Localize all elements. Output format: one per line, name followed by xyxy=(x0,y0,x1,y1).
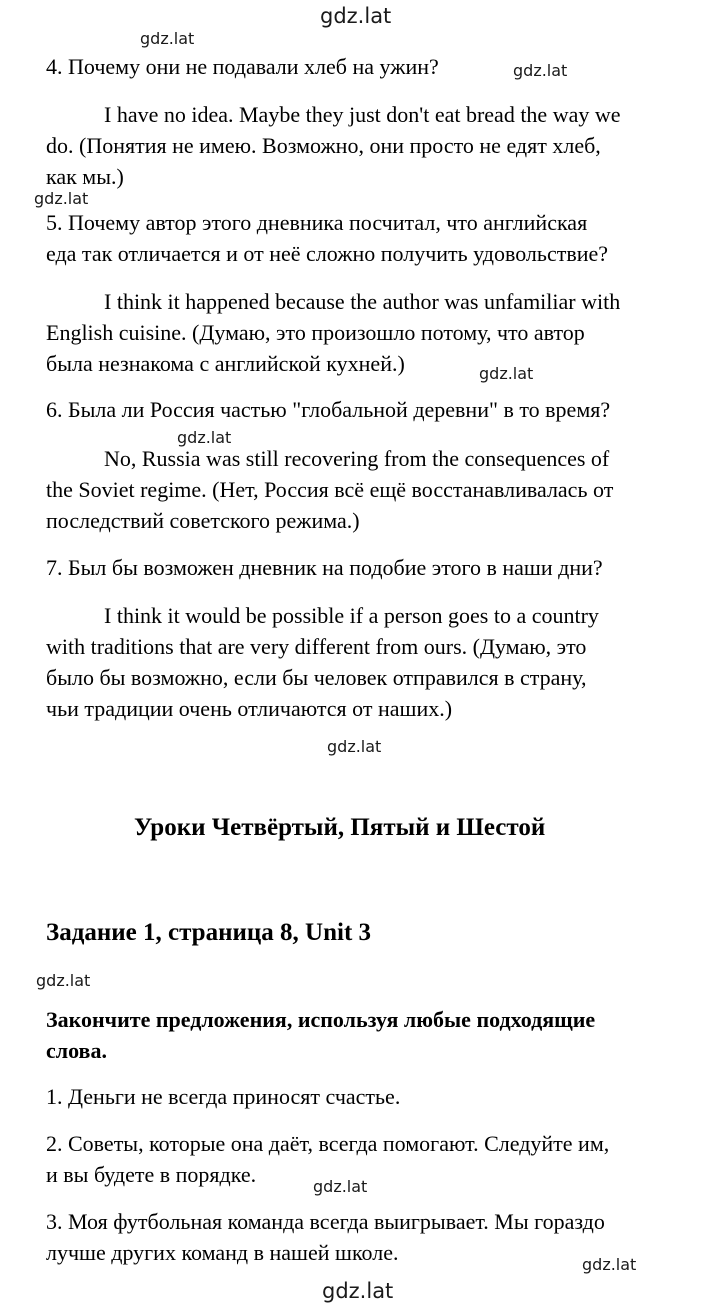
watermark: gdz.lat xyxy=(177,428,232,447)
question-5-line: 5. Почему автор этого дневника посчитал, что английская xyxy=(46,210,588,235)
answer-4-line: как мы.) xyxy=(46,164,124,189)
answer-7-line: чьи традиции очень отличаются от наших.) xyxy=(46,696,453,721)
question-5-line: еда так отличается и от неё сложно получить удовольствие? xyxy=(46,241,609,266)
watermark: gdz.lat xyxy=(320,4,392,28)
task-item-2-line: 2. Советы, которые она даёт, всегда помогают. Следуйте им, xyxy=(46,1131,610,1156)
answer-6-line: последствий советского режима.) xyxy=(46,508,360,533)
answer-7-line: with traditions that are very different from ours. (Думаю, это xyxy=(46,634,587,659)
watermark: gdz.lat xyxy=(140,29,195,48)
answer-6-line: the Soviet regime. (Нет, Россия всё ещё восстанавливалась от xyxy=(46,477,614,502)
answer-4-line: do. (Понятия не имею. Возможно, они просто не едят хлеб, xyxy=(46,133,601,158)
answer-5-line: I think it happened because the author was unfamiliar with xyxy=(104,289,621,314)
task-instruction-line: слова. xyxy=(46,1038,107,1063)
watermark: gdz.lat xyxy=(327,737,382,756)
answer-4-line: I have no idea. Maybe they just don't eat bread the way we xyxy=(104,102,621,127)
question-6: 6. Была ли Россия частью "глобальной деревни" в то время? xyxy=(46,397,611,422)
task-item-3-line: лучше других команд в нашей школе. xyxy=(46,1240,399,1265)
watermark: gdz.lat xyxy=(313,1177,368,1196)
answer-5-line: English cuisine. (Думаю, это произошло потому, что автор xyxy=(46,320,585,345)
watermark: gdz.lat xyxy=(479,364,534,383)
watermark: gdz.lat xyxy=(36,971,91,990)
answer-7-line: было бы возможно, если бы человек отправился в страну, xyxy=(46,665,587,690)
question-7: 7. Был бы возможен дневник на подобие этого в наши дни? xyxy=(46,555,603,580)
section-title: Уроки Четвёртый, Пятый и Шестой xyxy=(134,814,546,841)
watermark: gdz.lat xyxy=(582,1255,637,1274)
task-item-3-line: 3. Моя футбольная команда всегда выигрывает. Мы гораздо xyxy=(46,1209,605,1234)
task-item-2-line: и вы будете в порядке. xyxy=(46,1162,257,1187)
task-item-1: 1. Деньги не всегда приносят счастье. xyxy=(46,1084,401,1109)
watermark: gdz.lat xyxy=(34,189,89,208)
question-4: 4. Почему они не подавали хлеб на ужин? xyxy=(46,54,439,79)
task-title: Задание 1, страница 8, Unit 3 xyxy=(46,919,372,946)
answer-5-line: была незнакома с английской кухней.) xyxy=(46,351,405,376)
watermark: gdz.lat xyxy=(322,1279,394,1303)
task-instruction-line: Закончите предложения, используя любые подходящие xyxy=(46,1007,596,1032)
watermark: gdz.lat xyxy=(513,61,568,80)
answer-7-line: I think it would be possible if a person goes to a country xyxy=(104,603,599,628)
answer-6-line: No, Russia was still recovering from the consequences of xyxy=(104,446,610,471)
